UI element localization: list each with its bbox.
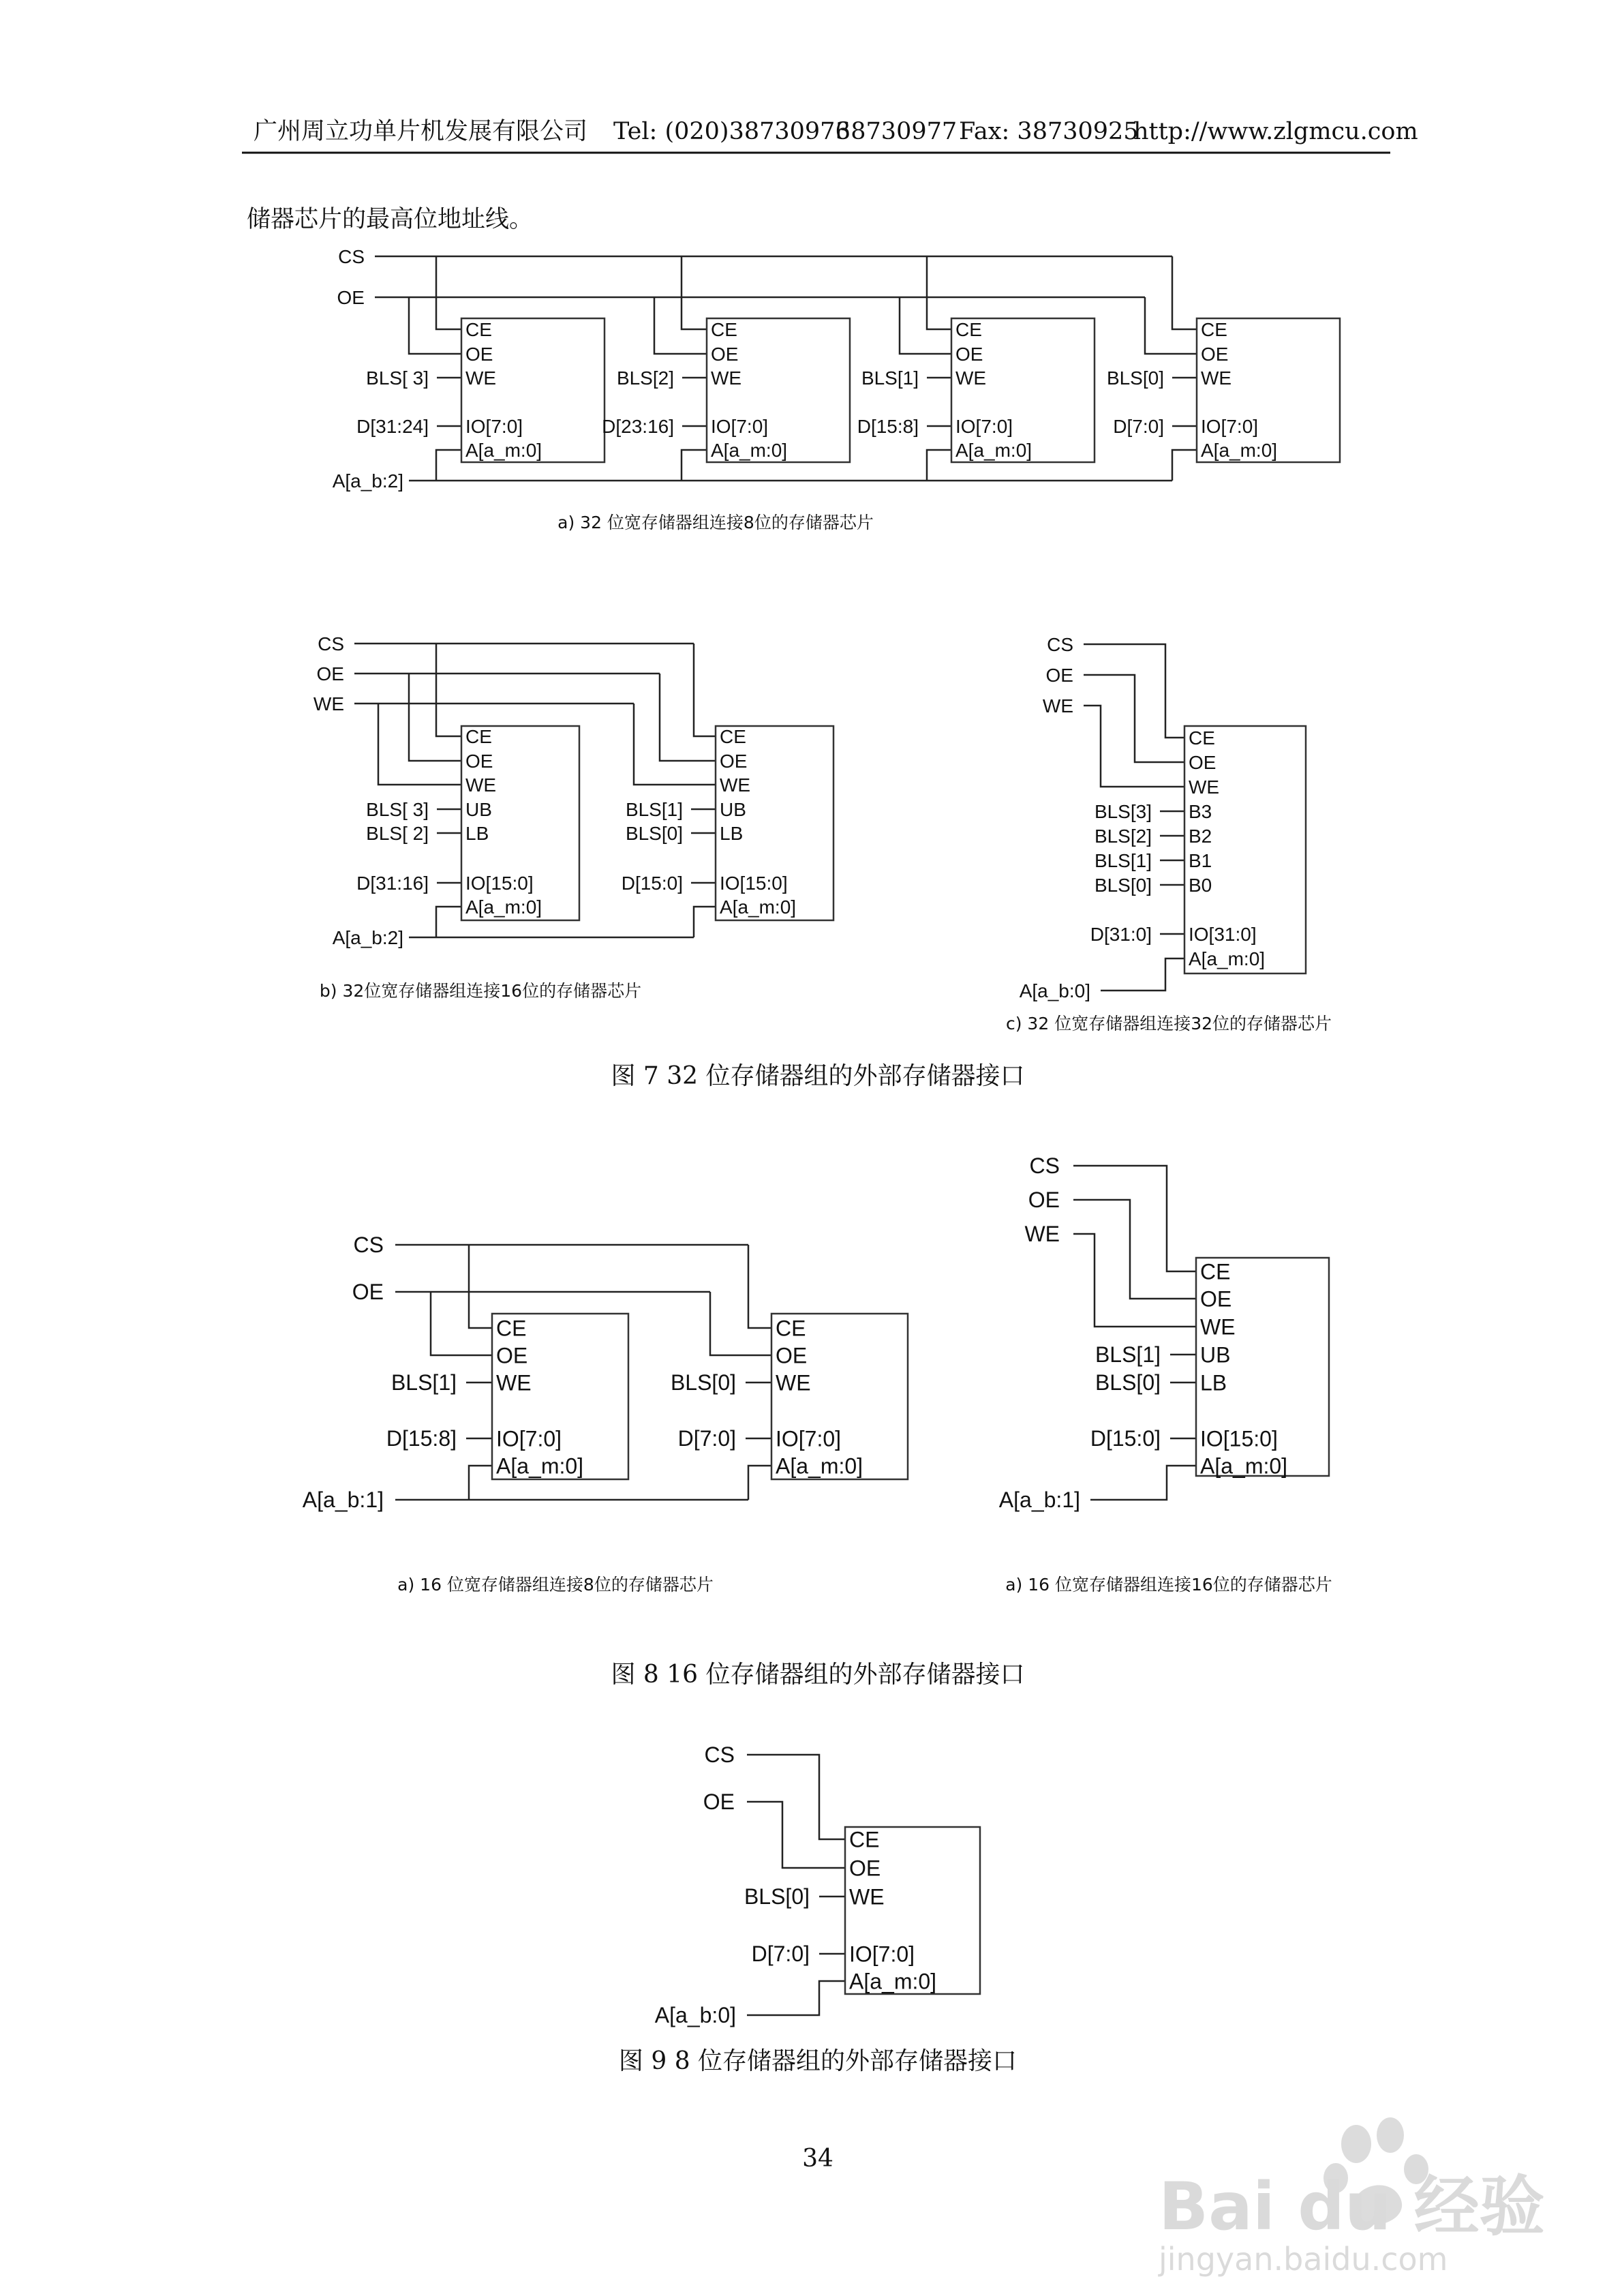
fig7c-chip-pin-we: WE <box>1189 776 1220 798</box>
fig8b-data-label: D[15:0] <box>1090 1426 1161 1451</box>
fig7a-diagram <box>333 246 1340 492</box>
fig7a-data-label: D[23:16] <box>602 416 674 437</box>
fig7b-chip-1-pin-lb: LB <box>720 823 744 845</box>
fig7a-ce-wire <box>927 256 951 329</box>
fig7a-bls-label: BLS[1] <box>861 367 919 389</box>
fig7b-ce-wire <box>436 644 461 736</box>
fig7a-chip-3-pin-io70: IO[7:0] <box>1201 416 1259 438</box>
fig8a-addr-wire <box>469 1466 492 1500</box>
fig8b-chip-pin-lb: LB <box>1200 1370 1227 1395</box>
fig8b-subcaption: a) 16 位宽存储器组连接16位的存储器芯片 <box>1005 1575 1332 1595</box>
fig8a-chip-1-pin-aam0: A[a_m:0] <box>776 1453 863 1479</box>
fig7b-we-wire <box>634 704 716 785</box>
fig7a-ce-wire <box>436 256 461 329</box>
fig7b-chip-1-pin-we: WE <box>720 774 751 796</box>
fig7a-addr-label: A[a_b:2] <box>332 470 403 492</box>
fig7b-chip-0-pin-lb: LB <box>465 823 489 845</box>
fig8a-addr-label: A[a_b:1] <box>302 1487 384 1512</box>
fig7a-chip-0-pin-oe: OE <box>465 344 493 365</box>
fig7b-addr-wire <box>436 907 461 937</box>
header-tel2: 38730977 <box>836 118 958 145</box>
fig9-caption: 图 9 8 位存储器组的外部存储器接口 <box>618 2047 1017 2075</box>
fig8a-chip-0-pin-ce: CE <box>496 1316 527 1341</box>
fig7b-bls-label: BLS[1] <box>625 799 683 820</box>
fig8a-bls-label: BLS[1] <box>391 1370 457 1395</box>
fig8a-data-label: D[15:8] <box>386 1426 457 1451</box>
page-header <box>242 118 1418 153</box>
fig7a-ce-wire <box>682 256 707 329</box>
fig7b-addr-label: A[a_b:2] <box>332 927 403 948</box>
fig7c-data-label: D[31:0] <box>1090 924 1152 945</box>
header-url: http://www.zlgmcu.com <box>1133 118 1418 145</box>
fig7a-ce-wire <box>1172 256 1197 329</box>
fig7a-oe-wire <box>654 297 707 354</box>
fig8b-chip-pin-ub: UB <box>1200 1342 1231 1368</box>
fig7b-data-label: D[15:0] <box>621 873 683 894</box>
fig7b-addr-wire <box>694 907 716 937</box>
fig9-data-label: D[7:0] <box>751 1942 810 1966</box>
watermark-brand: Bai du 经验 <box>1159 2169 1545 2245</box>
fig7a-addr-wire <box>682 450 707 481</box>
fig9-diagram <box>655 1742 980 2027</box>
fig8b-diagram <box>999 1153 1329 1512</box>
fig7a-chip-2-pin-aam0: A[a_m:0] <box>955 440 1032 462</box>
fig9-oe-wire <box>747 1802 845 1868</box>
fig7c-bls-label: BLS[3] <box>1094 801 1152 822</box>
fig7b-chip-0-pin-io150: IO[15:0] <box>465 873 534 894</box>
fig7b-bls-label: BLS[ 3] <box>366 799 429 820</box>
fig8a-chip-1-pin-io70: IO[7:0] <box>776 1426 842 1451</box>
fig7c-chip <box>1184 726 1306 973</box>
fig7b-chip-0-pin-ce: CE <box>465 726 492 748</box>
fig7b-chip-1-pin-aam0: A[a_m:0] <box>720 896 797 918</box>
page-number: 34 <box>802 2145 833 2173</box>
fig9-chip-pin-oe: OE <box>849 1856 881 1881</box>
fig8a-cs-label: CS <box>353 1233 384 1257</box>
fig7a-bls-label: BLS[0] <box>1106 367 1164 389</box>
fig7a-subcaption: a) 32 位宽存储器组连接8位的存储器芯片 <box>557 513 874 532</box>
fig8b-addr-label: A[a_b:1] <box>998 1487 1080 1512</box>
fig7a-chip-0 <box>461 318 605 462</box>
fig7c-chip-pin-io310: IO[31:0] <box>1189 924 1257 946</box>
fig8b-we-wire <box>1073 1234 1196 1327</box>
fig7b-chip-0-pin-aam0: A[a_m:0] <box>465 896 542 918</box>
fig7a-chip-3-pin-ce: CE <box>1201 319 1227 341</box>
fig7c-bls-label: BLS[2] <box>1094 826 1152 847</box>
fig7a-chip-0-pin-io70: IO[7:0] <box>465 416 523 438</box>
fig7a-chip-0-pin-we: WE <box>465 367 497 389</box>
fig7a-chip-2-pin-oe: OE <box>955 344 983 365</box>
fig7b-oe-wire <box>409 674 461 761</box>
fig9-chip <box>845 1827 980 1994</box>
fig7b-we-label: WE <box>313 693 344 714</box>
fig7a-chip-1-pin-oe: OE <box>711 344 739 365</box>
fig7a-addr-wire <box>436 450 461 481</box>
fig8a-chip-1-pin-ce: CE <box>776 1316 806 1341</box>
fig8a-chip-0-pin-aam0: A[a_m:0] <box>496 1453 584 1479</box>
fig7b-subcaption: b) 32位宽存储器组连接16位的存储器芯片 <box>319 981 642 1001</box>
fig7b-chip-1-pin-io150: IO[15:0] <box>720 873 788 894</box>
fig7a-chip-3-pin-oe: OE <box>1201 344 1229 365</box>
fig7c-oe-label: OE <box>1045 665 1073 686</box>
fig7c-chip-pin-b3: B3 <box>1189 801 1212 823</box>
fig8b-addr-wire <box>1090 1466 1196 1500</box>
fig8a-diagram <box>303 1233 908 1512</box>
fig9-chip-pin-aam0: A[a_m:0] <box>849 1969 937 1994</box>
fig8b-cs-label: CS <box>1029 1153 1060 1178</box>
fig7a-bls-label: BLS[ 3] <box>366 367 429 389</box>
header-fax: Fax: 38730925 <box>959 118 1139 145</box>
fig8b-we-label: WE <box>1024 1222 1060 1246</box>
baidu-jingyan-watermark <box>1158 2117 1545 2278</box>
fig7b-chip-1-pin-ce: CE <box>720 726 746 748</box>
fig7a-chip-1-pin-aam0: A[a_m:0] <box>711 440 788 462</box>
fig8b-ce-wire <box>1073 1166 1196 1271</box>
fig7b-chip-0-pin-oe: OE <box>465 751 493 772</box>
fig7a-chip-1-pin-ce: CE <box>711 319 737 341</box>
fig7a-chip-1-pin-we: WE <box>711 367 742 389</box>
fig9-oe-label: OE <box>703 1789 735 1814</box>
fig7b-diagram <box>313 633 833 948</box>
fig9-cs-label: CS <box>704 1742 735 1767</box>
fig7a-chip-2-pin-io70: IO[7:0] <box>955 416 1013 438</box>
fig7a-oe-wire <box>1145 297 1197 354</box>
fig7a-bls-label: BLS[2] <box>616 367 674 389</box>
fig7c-chip-pin-oe: OE <box>1189 752 1216 774</box>
fig7a-chip-2-pin-we: WE <box>955 367 987 389</box>
fig7c-chip-pin-b1: B1 <box>1189 850 1212 872</box>
fig9-chip-pin-ce: CE <box>849 1827 880 1852</box>
fig9-chip-pin-we: WE <box>849 1884 885 1909</box>
fig8a-ce-wire <box>748 1245 771 1328</box>
fig7b-we-wire <box>378 704 461 785</box>
fig7b-oe-wire <box>660 674 716 761</box>
fig8-caption: 图 8 16 位存储器组的外部存储器接口 <box>611 1661 1025 1689</box>
fig9-addr-label: A[a_b:0] <box>654 2003 736 2027</box>
fig8b-bls-label: BLS[0] <box>1095 1370 1161 1395</box>
fig8b-chip <box>1196 1258 1329 1479</box>
fig8b-oe-wire <box>1073 1200 1196 1299</box>
fig7c-bls-label: BLS[1] <box>1094 850 1152 871</box>
fig8b-chip-pin-aam0: A[a_m:0] <box>1200 1453 1288 1479</box>
fig7a-data-label: D[31:24] <box>356 416 429 437</box>
fig7a-chip-3-pin-we: WE <box>1201 367 1232 389</box>
fig7b-chip-1-pin-ub: UB <box>720 799 746 821</box>
fig8b-chip-pin-io150: IO[15:0] <box>1200 1426 1278 1451</box>
fig8a-chip-0-pin-oe: OE <box>496 1343 528 1368</box>
fig7b-oe-label: OE <box>316 663 344 684</box>
header-tel: Tel: (020)38730976 <box>613 118 851 145</box>
fig7b-chip-1-pin-oe: OE <box>720 751 748 772</box>
fig7a-chip-2 <box>951 318 1095 462</box>
fig8a-oe-wire <box>710 1292 771 1355</box>
fig7c-oe-wire <box>1084 675 1184 762</box>
fig7a-chip-0-pin-ce: CE <box>465 319 492 341</box>
fig8a-subcaption: a) 16 位宽存储器组连接8位的存储器芯片 <box>397 1575 714 1595</box>
fig8a-chip-0-pin-we: WE <box>496 1370 532 1395</box>
fig8a-chip-1 <box>771 1314 908 1479</box>
fig7a-oe-label: OE <box>337 287 365 308</box>
fig7c-subcaption: c) 32 位宽存储器组连接32位的存储器芯片 <box>1005 1014 1332 1033</box>
fig7a-chip-1 <box>707 318 850 462</box>
fig7a-cs-label: CS <box>338 246 365 267</box>
fig8b-bls-label: BLS[1] <box>1095 1342 1161 1367</box>
fig7a-chip-2-pin-ce: CE <box>955 319 982 341</box>
fig7a-chip-0-pin-aam0: A[a_m:0] <box>465 440 542 462</box>
fig7-caption: 图 7 32 位存储器组的外部存储器接口 <box>611 1062 1025 1090</box>
fig7b-cs-label: CS <box>318 633 344 654</box>
fig7c-chip-pin-ce: CE <box>1189 727 1215 749</box>
fig8a-data-label: D[7:0] <box>677 1426 736 1451</box>
fig8b-chip-pin-ce: CE <box>1200 1259 1231 1284</box>
fig8b-chip-pin-oe: OE <box>1200 1286 1232 1312</box>
fig8a-chip-0-pin-io70: IO[7:0] <box>496 1426 562 1451</box>
fig7a-data-label: D[7:0] <box>1113 416 1164 437</box>
fig7c-cs-label: CS <box>1047 634 1073 655</box>
watermark-url: jingyan.baidu.com <box>1159 2241 1448 2278</box>
fig7a-addr-wire <box>927 450 951 481</box>
fig7a-chip-3-pin-aam0: A[a_m:0] <box>1201 440 1278 462</box>
fig8a-ce-wire <box>469 1245 492 1328</box>
fig7c-we-label: WE <box>1042 695 1073 716</box>
fig7b-chip-0-pin-we: WE <box>465 774 497 796</box>
fig8b-oe-label: OE <box>1028 1188 1060 1212</box>
fig7c-bls-label: BLS[0] <box>1094 875 1152 896</box>
fig8a-chip-1-pin-oe: OE <box>776 1343 808 1368</box>
fig7c-chip-pin-aam0: A[a_m:0] <box>1189 948 1266 970</box>
fig9-ce-wire <box>747 1755 845 1839</box>
intro-text: 储器芯片的最高位地址线。 <box>247 206 534 233</box>
fig7c-diagram <box>1020 634 1306 1001</box>
fig7c-addr-wire <box>1101 958 1184 991</box>
fig8a-oe-wire <box>431 1292 492 1355</box>
fig7b-chip-1 <box>716 726 833 920</box>
fig7b-bls-label: BLS[ 2] <box>366 823 429 844</box>
fig7a-chip-3 <box>1197 318 1340 462</box>
fig7b-chip-0 <box>461 726 579 920</box>
fig8a-addr-wire <box>748 1466 771 1500</box>
fig7a-data-label: D[15:8] <box>857 416 919 437</box>
fig8a-oe-label: OE <box>352 1280 384 1304</box>
fig7b-ce-wire <box>694 644 716 736</box>
fig7c-chip-pin-b2: B2 <box>1189 826 1212 847</box>
fig7b-data-label: D[31:16] <box>356 873 429 894</box>
fig7a-addr-wire <box>1172 450 1197 481</box>
fig7a-oe-wire <box>900 297 951 354</box>
fig8a-chip-0 <box>492 1314 628 1479</box>
fig9-bls-label: BLS[0] <box>744 1884 810 1909</box>
fig8a-bls-label: BLS[0] <box>670 1370 736 1395</box>
fig7b-chip-0-pin-ub: UB <box>465 799 492 821</box>
fig7a-oe-wire <box>409 297 461 354</box>
fig9-chip-pin-io70: IO[7:0] <box>849 1942 915 1967</box>
fig9-addr-wire <box>747 1981 845 2015</box>
fig8a-chip-1-pin-we: WE <box>776 1370 811 1395</box>
fig7a-chip-1-pin-io70: IO[7:0] <box>711 416 769 438</box>
fig8b-chip-pin-we: WE <box>1200 1314 1236 1340</box>
header-company: 广州周立功单片机发展有限公司 <box>254 118 588 145</box>
fig7c-chip-pin-b0: B0 <box>1189 875 1212 896</box>
fig7b-bls-label: BLS[0] <box>625 823 683 844</box>
fig7c-addr-label: A[a_b:0] <box>1019 980 1090 1001</box>
